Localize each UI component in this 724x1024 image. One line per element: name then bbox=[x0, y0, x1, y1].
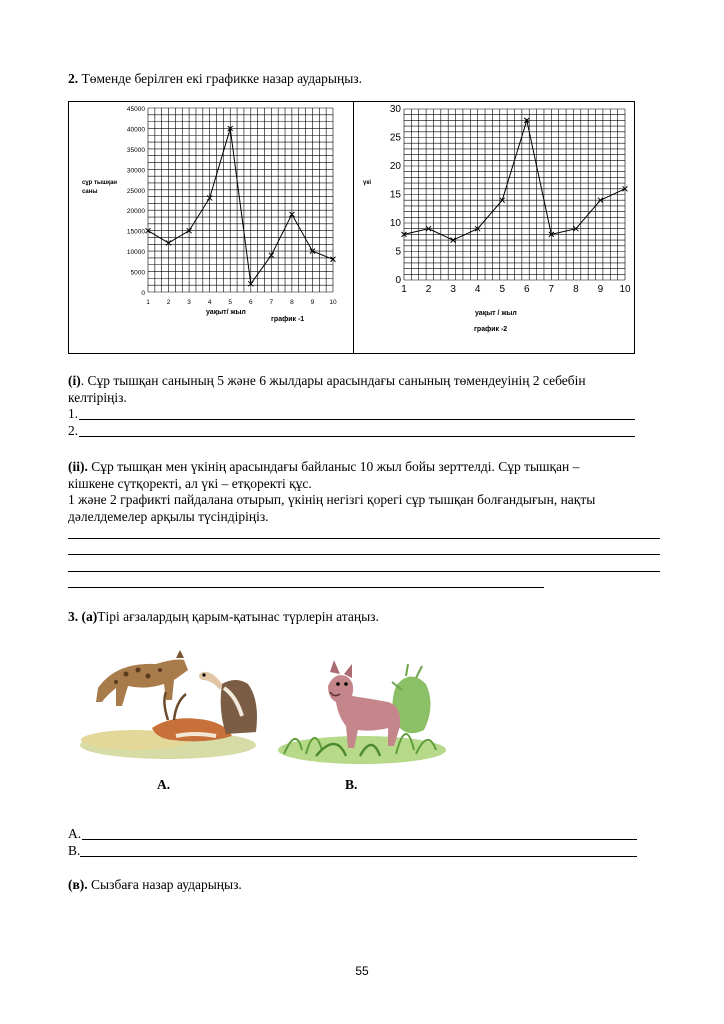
part-ii-line2: кішкене сүтқоректі, ал үкі – етқоректі құс. bbox=[68, 476, 312, 491]
answer-b-label: В. bbox=[68, 843, 81, 858]
x-tick-label: 9 bbox=[597, 284, 604, 295]
answer-ii-line-2[interactable] bbox=[68, 554, 660, 555]
y-tick-label: 0 bbox=[141, 290, 145, 297]
x-tick-label: 2 bbox=[166, 299, 171, 306]
x-tick-label: 1 bbox=[146, 299, 150, 306]
question-text: Төменде берілген екі графикке назар аударыңыз. bbox=[81, 71, 362, 86]
y-tick-label: 25000 bbox=[126, 187, 145, 195]
x-tick-label: 1 bbox=[401, 284, 407, 295]
y-axis-label: сұр тышқан bbox=[82, 180, 118, 186]
answer-2-label: 2. bbox=[68, 423, 79, 438]
y-axis-label: саны bbox=[82, 189, 98, 195]
part-b-text: Сызбаға назар аударыңыз. bbox=[87, 877, 242, 892]
part-a-label: (а) bbox=[81, 609, 98, 624]
answer-ii-line-3[interactable] bbox=[68, 571, 660, 572]
chart-title: график -1 bbox=[271, 316, 305, 323]
y-tick-label: 0 bbox=[395, 275, 401, 286]
question-number: 2. bbox=[68, 71, 79, 86]
question-3-a bbox=[68, 608, 379, 625]
x-tick-label: 4 bbox=[207, 299, 212, 306]
x-tick-label: 9 bbox=[310, 299, 315, 306]
y-axis-label: үкі bbox=[363, 180, 372, 186]
x-axis-label: уақыт/ жыл bbox=[206, 309, 246, 316]
y-tick-label: 25 bbox=[389, 132, 401, 144]
part-a-text: Тірі ағзалардың қарым-қатынас түрлерін атаңыз. bbox=[97, 609, 379, 624]
y-tick-label: 45000 bbox=[126, 106, 145, 113]
answer-2-line[interactable] bbox=[79, 436, 635, 437]
part-ii-line4: дәлелдемелер арқылы түсіндіріңіз. bbox=[68, 509, 269, 524]
x-tick-label: 6 bbox=[248, 299, 253, 306]
page-number: 55 bbox=[355, 964, 369, 978]
part-i-line1 bbox=[68, 372, 586, 389]
x-tick-label: 10 bbox=[329, 299, 337, 306]
question-2-intro bbox=[68, 70, 362, 87]
y-tick-label: 10000 bbox=[126, 249, 145, 257]
part-i-label: (i) bbox=[68, 373, 81, 388]
answer-ii-line-1[interactable] bbox=[68, 538, 660, 539]
part-i-line2: келтіріңіз. bbox=[68, 390, 127, 405]
x-tick-label: 3 bbox=[187, 299, 191, 306]
answer-a-line[interactable] bbox=[82, 839, 637, 840]
part-b-label: (в). bbox=[68, 877, 88, 892]
answer-b-line[interactable] bbox=[80, 856, 637, 857]
y-tick-label: 15000 bbox=[126, 228, 145, 236]
x-tick-label: 8 bbox=[290, 299, 294, 306]
y-tick-label: 5000 bbox=[130, 269, 145, 277]
graph-1 bbox=[70, 103, 352, 352]
data-line bbox=[148, 128, 333, 283]
x-tick-label: 8 bbox=[573, 284, 579, 295]
x-tick-label: 5 bbox=[228, 299, 233, 306]
x-tick-label: 7 bbox=[548, 284, 555, 295]
x-tick-label: 2 bbox=[425, 284, 432, 295]
y-tick-label: 20000 bbox=[126, 208, 145, 216]
image-a-label: A. bbox=[157, 777, 171, 792]
y-tick-label: 5 bbox=[395, 246, 401, 258]
x-tick-label: 5 bbox=[499, 284, 506, 295]
y-tick-label: 10 bbox=[389, 218, 401, 229]
part-ii-line3: 1 және 2 графикті пайдалана отырып, үкінің негізгі қорегі сұр тышқан болғандығын, нақты bbox=[68, 492, 596, 507]
y-tick-label: 40000 bbox=[126, 126, 145, 134]
chart-title: график -2 bbox=[474, 326, 508, 333]
y-tick-label: 20 bbox=[389, 161, 401, 172]
graph-2 bbox=[354, 103, 634, 352]
part-b bbox=[68, 876, 242, 893]
part-ii-text: Сұр тышқан мен үкінің арасындағы байланыс 10 жыл бойы зерттелді. Сұр тышқан – bbox=[87, 459, 580, 474]
image-dog bbox=[276, 646, 448, 766]
image-hyena-vulture bbox=[76, 640, 260, 760]
y-tick-label: 30000 bbox=[126, 167, 145, 175]
x-tick-label: 4 bbox=[474, 284, 481, 295]
answer-1-line[interactable] bbox=[79, 419, 635, 420]
x-tick-label: 3 bbox=[450, 284, 456, 295]
y-tick-label: 15 bbox=[389, 189, 401, 201]
question-3-number: 3. bbox=[68, 609, 79, 624]
answer-a-label: А. bbox=[68, 826, 82, 841]
image-b-label: B. bbox=[345, 777, 358, 792]
part-i-text: . Сұр тышқан санының 5 және 6 жылдары арасындағы санының төмендеуінің 2 себебін bbox=[80, 373, 586, 388]
part-ii-label: (ii). bbox=[68, 459, 88, 474]
x-axis-label: уақыт / жыл bbox=[475, 310, 517, 317]
x-tick-label: 6 bbox=[523, 284, 530, 295]
y-tick-label: 30 bbox=[389, 104, 401, 115]
part-ii-line1 bbox=[68, 458, 579, 475]
x-tick-label: 10 bbox=[619, 284, 631, 295]
y-tick-label: 35000 bbox=[126, 146, 145, 154]
answer-1-label: 1. bbox=[68, 406, 79, 421]
x-tick-label: 7 bbox=[269, 299, 274, 306]
answer-ii-line-4[interactable] bbox=[68, 587, 544, 588]
